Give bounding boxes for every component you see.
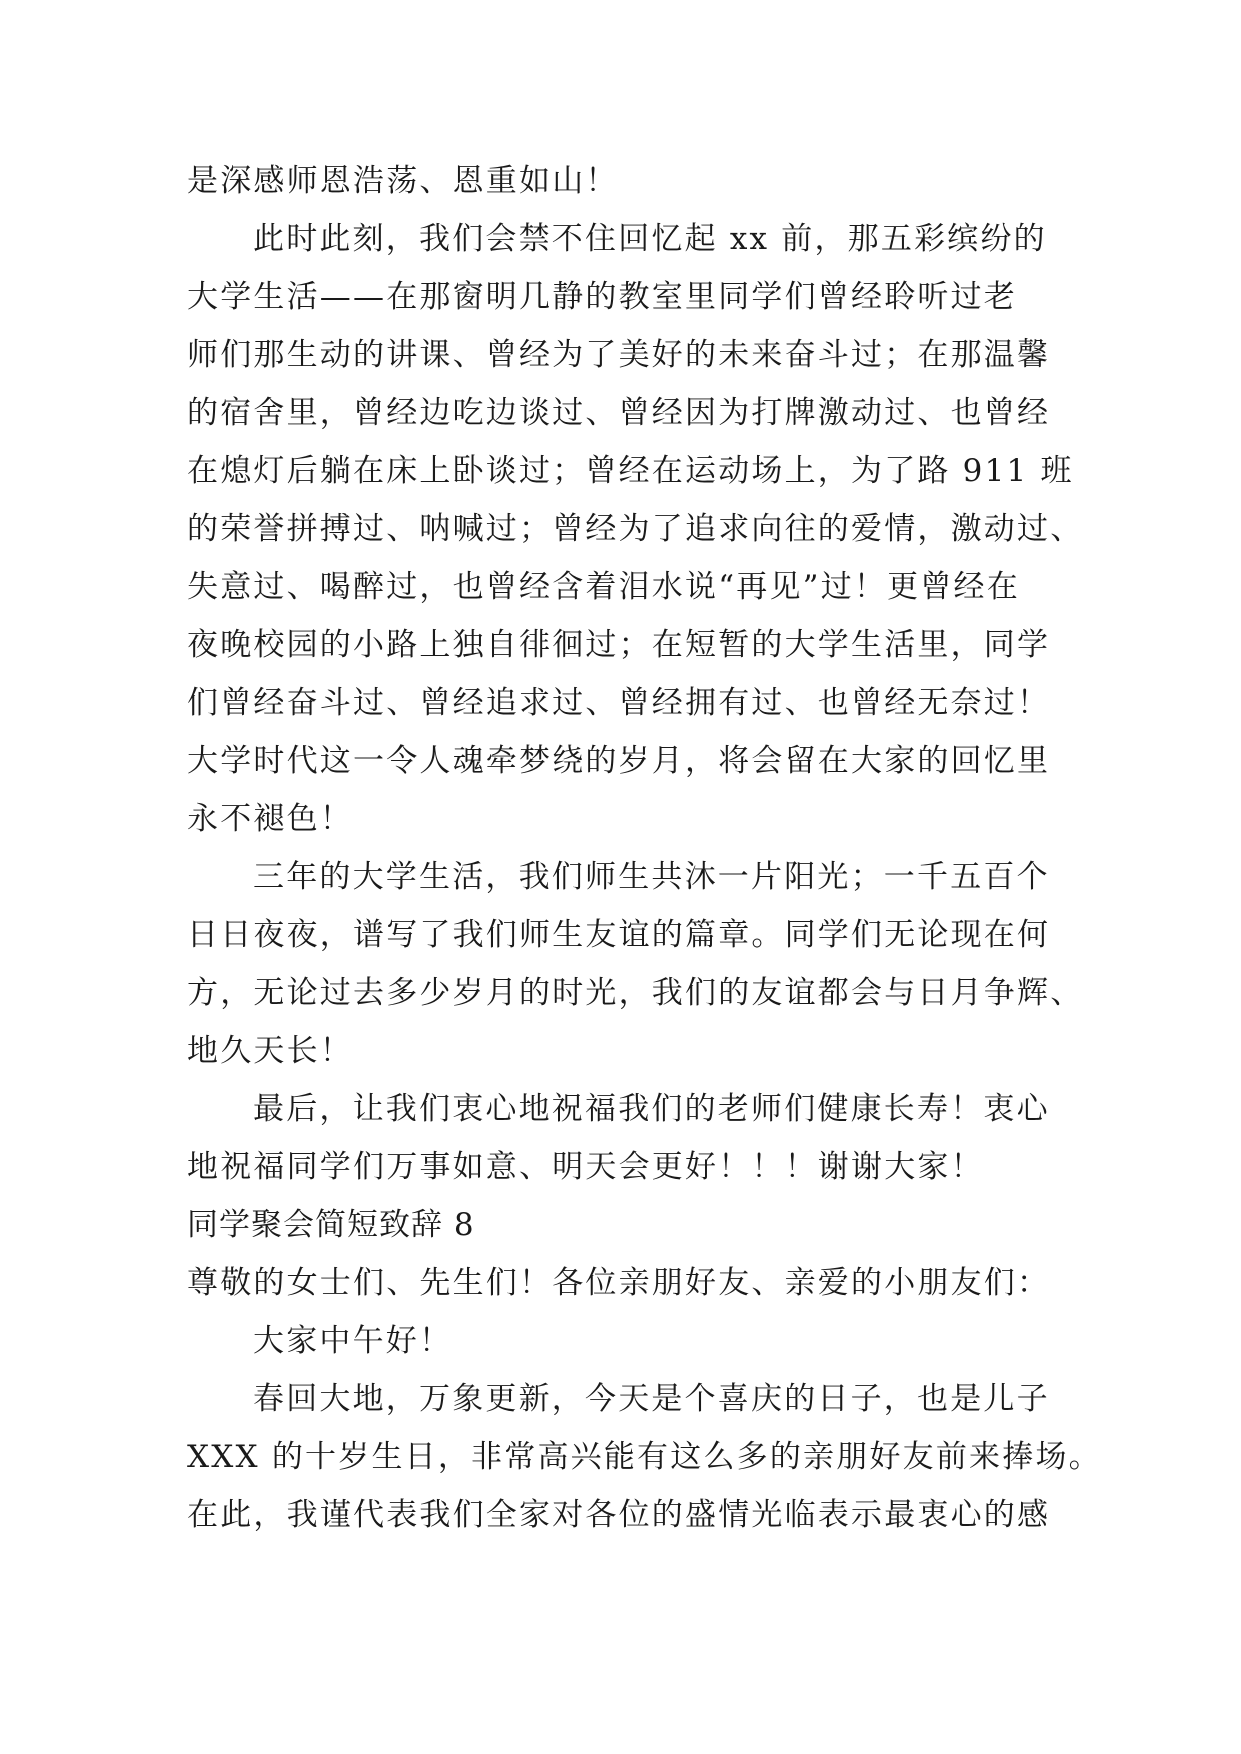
text-line: 在此，我谨代表我们全家对各位的盛情光临表示最衷心的感 (187, 1497, 1051, 1533)
text-line: 方，无论过去多少岁月的时光，我们的友谊都会与日月争辉、 (187, 975, 1084, 1011)
text-line: 的宿舍里，曾经边吃边谈过、曾经因为打牌激动过、也曾经 (187, 395, 1051, 431)
text-line: 失意过、喝醉过，也曾经含着泪水说“再见”过！更曾经在 (187, 569, 1020, 605)
text-line: 地祝福同学们万事如意、明天会更好！！！谢谢大家！ (187, 1149, 984, 1185)
paragraph-start-line: 最后，让我们衷心地祝福我们的老师们健康长寿！衷心 (253, 1091, 1050, 1127)
paragraph-start-line: 此时此刻，我们会禁不住回忆起 xx 前，那五彩缤纷的 (253, 221, 1047, 257)
text-line: 师们那生动的讲课、曾经为了美好的未来奋斗过；在那温馨 (187, 337, 1051, 373)
text-line: 地久天长！ (187, 1033, 353, 1069)
document-body (187, 152, 1102, 1544)
paragraph-start-line: 春回大地，万象更新，今天是个喜庆的日子，也是儿子 (253, 1381, 1050, 1417)
text-line: 是深感师恩浩荡、恩重如山！ (187, 163, 619, 199)
text-line: 永不褪色！ (187, 801, 353, 837)
text-line: 们曾经奋斗过、曾经追求过、曾经拥有过、也曾经无奈过！ (187, 685, 1051, 721)
text-line: 日日夜夜，谱写了我们师生友谊的篇章。同学们无论现在何 (187, 917, 1051, 953)
greeting-line: 大家中午好！ (253, 1323, 453, 1359)
section-heading: 同学聚会简短致辞 8 (187, 1207, 475, 1243)
text-line: 的荣誉拼搏过、呐喊过；曾经为了追求向往的爱情，激动过、 (187, 511, 1084, 547)
paragraph-start-line: 三年的大学生活，我们师生共沐一片阳光；一千五百个 (253, 859, 1050, 895)
text-line: 夜晚校园的小路上独自徘徊过；在短暂的大学生活里，同学 (187, 627, 1051, 663)
text-line: 在熄灯后躺在床上卧谈过；曾经在运动场上，为了路 911 班 (187, 453, 1074, 489)
text-line: XXX 的十岁生日，非常高兴能有这么多的亲朋好友前来捧场。 (187, 1439, 1102, 1475)
salutation-line: 尊敬的女士们、先生们！各位亲朋好友、亲爱的小朋友们： (187, 1265, 1051, 1301)
text-line: 大学生活——在那窗明几静的教室里同学们曾经聆听过老 (187, 279, 1017, 315)
text-line: 大学时代这一令人魂牵梦绕的岁月，将会留在大家的回忆里 (187, 743, 1051, 779)
